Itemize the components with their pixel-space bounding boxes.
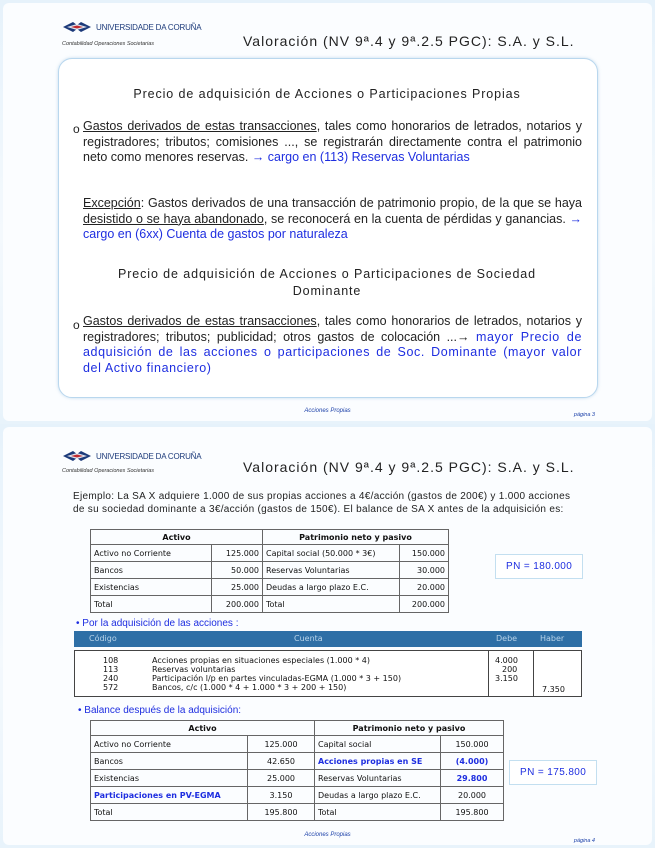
cell: Existencias — [91, 770, 248, 787]
university-emblem-icon — [62, 450, 92, 462]
journal-header-haber: Haber — [540, 634, 565, 643]
journal-account: Acciones propias en situaciones especiales (1.000 * 4) — [152, 656, 370, 665]
bullet-o-icon: o — [73, 318, 80, 332]
pn-after: PN = 175.800 — [509, 760, 597, 785]
exception-underlined: desistido o se haya abandonado — [83, 211, 264, 226]
cell: Total — [263, 596, 400, 613]
journal-debe: 4.000 — [495, 656, 518, 665]
cell: Capital social — [315, 736, 441, 753]
table-row — [91, 753, 504, 770]
cell: Deudas a largo plazo E.C. — [263, 579, 400, 596]
cell: 3.150 — [248, 787, 315, 804]
table-row — [91, 804, 504, 821]
cell: (4.000) — [441, 753, 504, 770]
cell: Activo no Corriente — [91, 545, 212, 562]
journal-entry — [74, 631, 582, 697]
balance-header-pasivo: Patrimonio neto y pasivo — [315, 721, 504, 736]
university-emblem-icon — [62, 21, 92, 33]
course-subtitle: Contabilidad Operaciones Societarias — [62, 41, 155, 47]
paragraph-costs-own — [83, 119, 582, 166]
pn-before: PN = 180.000 — [495, 554, 583, 579]
journal-code: 108 — [103, 656, 119, 665]
page-number: página 3 — [573, 412, 595, 418]
balance-header-activo: Activo — [91, 530, 263, 545]
cell: Reservas Voluntarias — [263, 562, 400, 579]
paragraph-costs-parent — [83, 314, 582, 376]
table-row — [91, 770, 504, 787]
table-row — [91, 736, 504, 753]
cell: 200.000 — [212, 596, 263, 613]
table-row — [91, 579, 449, 596]
paragraph-exception — [83, 196, 582, 243]
cell: 125.000 — [212, 545, 263, 562]
cell: 50.000 — [212, 562, 263, 579]
journal-body — [74, 650, 582, 697]
cell: 30.000 — [400, 562, 449, 579]
costs-text: , tales como honorarios de letrados, notarios y registradores; tributos; comisiones ..., se registrarán directamente contra el patrimonio neto como menores reservas. — [83, 119, 582, 164]
journal-debe: 3.150 — [495, 674, 518, 683]
cell: Acciones propias en SE — [315, 753, 441, 770]
journal-haber: 7.350 — [542, 685, 565, 694]
cell: Participaciones en PV-EGMA — [91, 787, 248, 804]
balance-after-table — [90, 720, 504, 821]
slide-header: Valoración (NV 9ª.4 y 9ª.2.5 PGC): S.A. y S.L. — [243, 459, 575, 475]
course-subtitle: Contabilidad Operaciones Societarias — [62, 468, 155, 474]
cell: 195.800 — [248, 804, 315, 821]
costs-parent-text: , tales como honorarios de letrados, notarios y registradores; tributos; publicidad; otros gastos de colocación ...→ — [83, 314, 582, 344]
cell: Bancos — [91, 753, 248, 770]
journal-header-code: Código — [89, 634, 117, 643]
balance-header-activo: Activo — [91, 721, 315, 736]
journal-account: Bancos, c/c (1.000 * 4 + 1.000 * 3 + 200 + 150) — [152, 683, 347, 692]
journal-header — [74, 631, 582, 647]
costs-arrow-text: → cargo en (113) Reservas Voluntarias — [251, 150, 470, 164]
cell: 29.800 — [441, 770, 504, 787]
cell: 42.650 — [248, 753, 315, 770]
journal-title: • Por la adquisición de las acciones : — [76, 618, 239, 629]
journal-account: Reservas voluntarias — [152, 665, 236, 674]
table-row — [91, 562, 449, 579]
page-number: página 4 — [573, 838, 595, 844]
table-row — [91, 787, 504, 804]
cell: Total — [91, 804, 248, 821]
journal-header-account: Cuenta — [294, 634, 323, 643]
cell: Activo no Corriente — [91, 736, 248, 753]
cell: Total — [91, 596, 212, 613]
cell: Total — [315, 804, 441, 821]
balance-header-pasivo: Patrimonio neto y pasivo — [263, 530, 449, 545]
university-name: UNIVERSIDADE DA CORUÑA — [96, 22, 202, 32]
costs-parent-blue: mayor Precio de adquisición de las acciones o participaciones de Soc. Dominante (mayor valor del Activo financiero) — [83, 329, 583, 375]
costs-lead: Gastos derivados de estas transacciones — [83, 119, 317, 133]
table-row — [91, 596, 449, 613]
journal-code: 240 — [103, 674, 119, 683]
costs-parent-lead: Gastos derivados de estas transacciones — [83, 314, 317, 328]
university-name: UNIVERSIDADE DA CORUÑA — [96, 451, 202, 461]
journal-debe: 200 — [502, 665, 518, 674]
cell: 195.800 — [441, 804, 504, 821]
bullet-o-icon: o — [73, 122, 80, 136]
balance-after-title: • Balance después de la adquisición: — [78, 705, 242, 716]
cell: 125.000 — [248, 736, 315, 753]
example-text: Ejemplo: La SA X adquiere 1.000 de sus propias acciones a 4€/acción (gastos de 200€) y 1.000 acciones de su sociedad dominante a 3€/acción (gastos de 150€). El balance de SA X antes de la adquisición es: — [73, 491, 571, 515]
balance-before-table — [90, 529, 449, 613]
cell: Existencias — [91, 579, 212, 596]
table-row — [91, 545, 449, 562]
footer-title: Acciones Propias — [304, 408, 351, 414]
journal-account: Participación l/p en partes vinculadas-EGMA (1.000 * 3 + 150) — [152, 674, 402, 683]
cell: Capital social (50.000 * 3€) — [263, 545, 400, 562]
slide-header: Valoración (NV 9ª.4 y 9ª.2.5 PGC): S.A. y S.L. — [243, 33, 575, 49]
cell: 20.000 — [400, 579, 449, 596]
cell: 150.000 — [441, 736, 504, 753]
heading-parent-shares: Precio de adquisición de Acciones o Participaciones de Sociedad Dominante — [117, 267, 537, 298]
university-logo — [62, 21, 201, 33]
cell: 20.000 — [441, 787, 504, 804]
cell: Reservas Voluntarias — [315, 770, 441, 787]
exception-text-b: , se reconocerá en la cuenta de pérdidas y ganancias. — [263, 211, 570, 226]
university-logo — [62, 450, 201, 462]
exception-arrow-text: → cargo en (6xx) Cuenta de gastos por naturaleza — [83, 211, 582, 241]
journal-code: 113 — [103, 665, 119, 674]
cell: 150.000 — [400, 545, 449, 562]
cell: 25.000 — [248, 770, 315, 787]
cell: 25.000 — [212, 579, 263, 596]
heading-own-shares: Precio de adquisición de Acciones o Participaciones Propias — [133, 87, 521, 101]
exception-lead: Excepción — [83, 196, 141, 210]
cell: Bancos — [91, 562, 212, 579]
cell: 200.000 — [400, 596, 449, 613]
slide-page-4 — [0, 424, 655, 848]
journal-code: 572 — [103, 683, 119, 692]
exception-text-a: : Gastos derivados de una transacción de patrimonio propio, de la que se haya — [140, 196, 582, 210]
cell: Deudas a largo plazo E.C. — [315, 787, 441, 804]
footer-title: Acciones Propias — [304, 832, 351, 838]
journal-header-debe: Debe — [496, 634, 518, 643]
